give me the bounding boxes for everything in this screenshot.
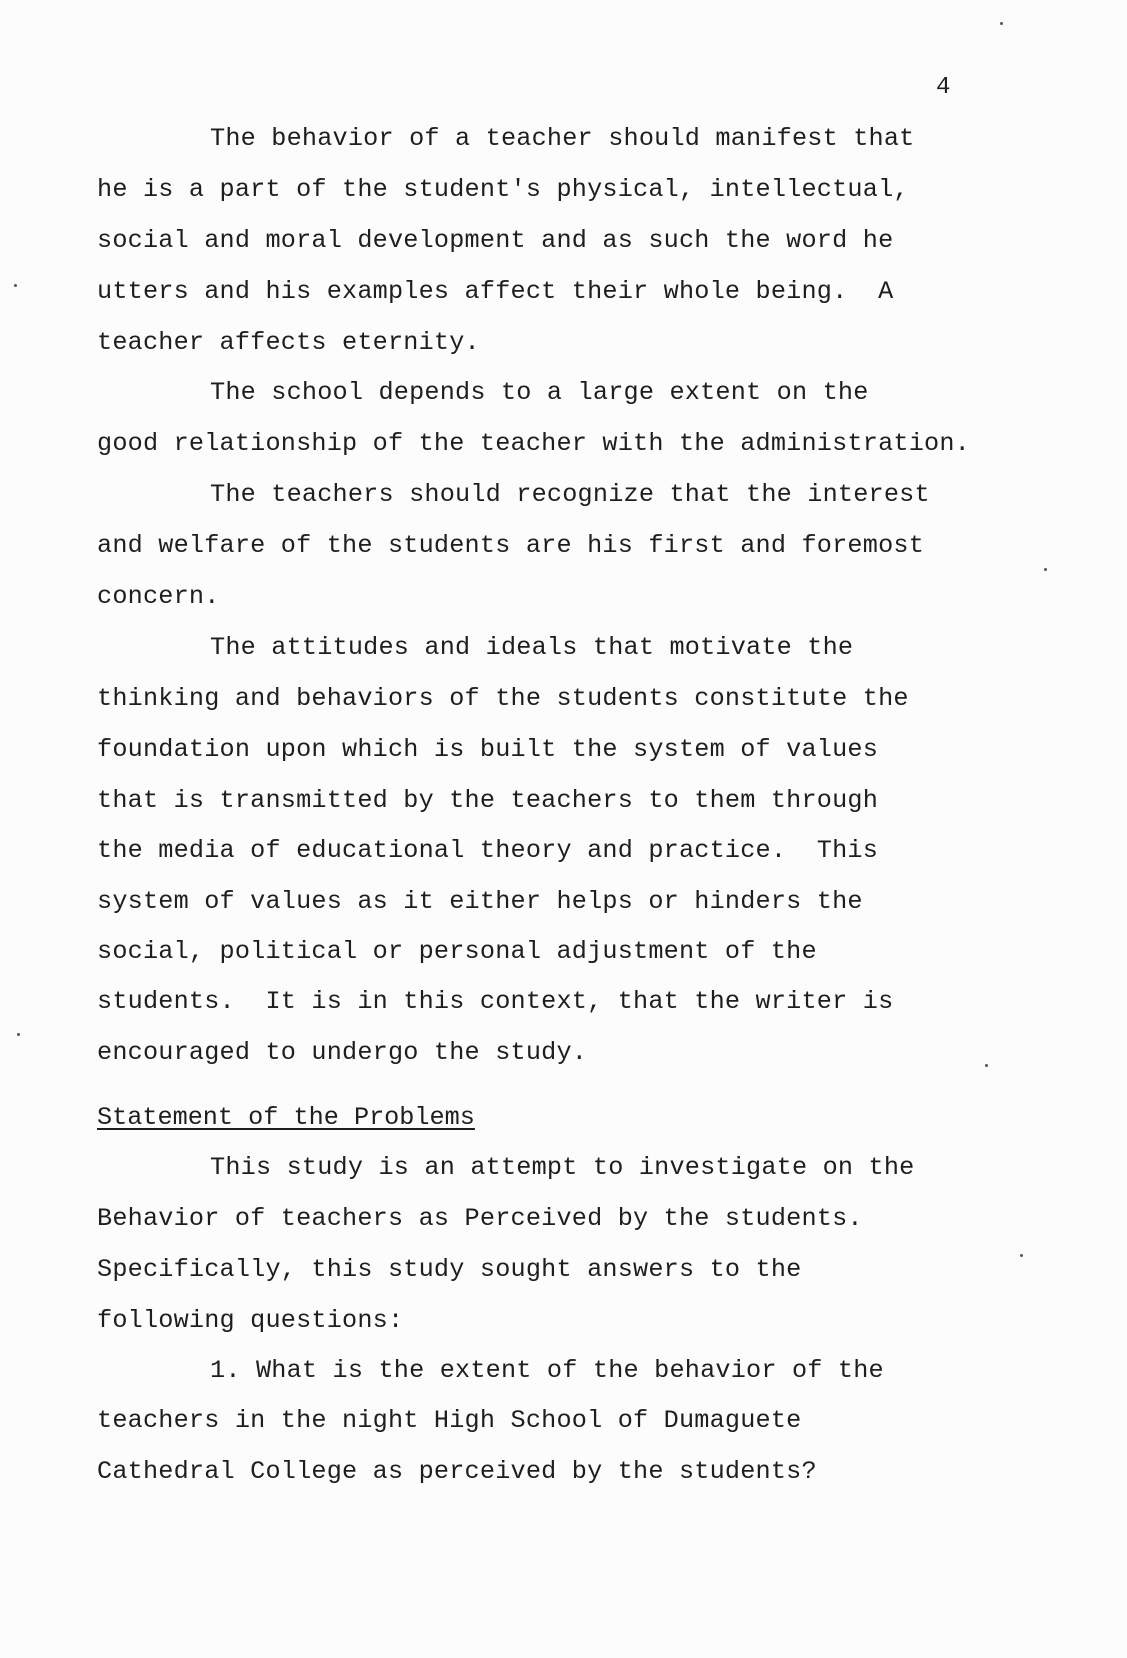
paragraph-line: concern. <box>97 582 220 611</box>
paragraph-line: good relationship of the teacher with the administration. <box>97 429 970 458</box>
paragraph-line: following questions: <box>97 1306 404 1335</box>
scan-speck <box>1044 568 1047 571</box>
paragraph-line: Behavior of teachers as Perceived by the students. <box>97 1204 863 1233</box>
paragraph-line: The attitudes and ideals that motivate the <box>210 633 854 662</box>
page-number: 4 <box>936 74 951 101</box>
paragraph-line: This study is an attempt to investigate on the <box>210 1153 915 1182</box>
paragraph-line: The school depends to a large extent on the <box>210 378 869 407</box>
paragraph-line: Specifically, this study sought answers to the <box>97 1255 802 1284</box>
paragraph-line: The teachers should recognize that the interest <box>210 480 930 509</box>
paragraph-line: social and moral development and as such the word he <box>97 226 894 255</box>
paragraph-line: he is a part of the student's physical, intellectual, <box>97 175 909 204</box>
paragraph-line: the media of educational theory and practice. This <box>97 836 879 865</box>
section-heading: Statement of the Problems <box>97 1103 475 1132</box>
paragraph-line: teacher affects eternity. <box>97 328 480 357</box>
scan-speck <box>1000 22 1003 25</box>
scan-speck <box>14 284 17 287</box>
paragraph-line: foundation upon which is built the system of values <box>97 735 879 764</box>
paragraph-line: utters and his examples affect their whole being. A <box>97 277 894 306</box>
paragraph-line: encouraged to undergo the study. <box>97 1038 588 1067</box>
scan-speck <box>17 1033 20 1036</box>
paragraph-line: that is transmitted by the teachers to them through <box>97 786 879 815</box>
paragraph-line: The behavior of a teacher should manifest that <box>210 124 915 153</box>
paragraph-line: system of values as it either helps or hinders the <box>97 887 863 916</box>
paragraph-line: and welfare of the students are his first and foremost <box>97 531 925 560</box>
paragraph-line: students. It is in this context, that the writer is <box>97 987 894 1016</box>
paragraph-line: 1. What is the extent of the behavior of the <box>210 1356 884 1385</box>
paragraph-line: teachers in the night High School of Dumaguete <box>97 1406 802 1435</box>
paragraph-line: thinking and behaviors of the students constitute the <box>97 684 909 713</box>
paragraph-line: social, political or personal adjustment of the <box>97 937 817 966</box>
paragraph-line: Cathedral College as perceived by the students? <box>97 1457 817 1486</box>
scan-speck <box>1020 1254 1023 1257</box>
scan-speck <box>985 1064 988 1067</box>
